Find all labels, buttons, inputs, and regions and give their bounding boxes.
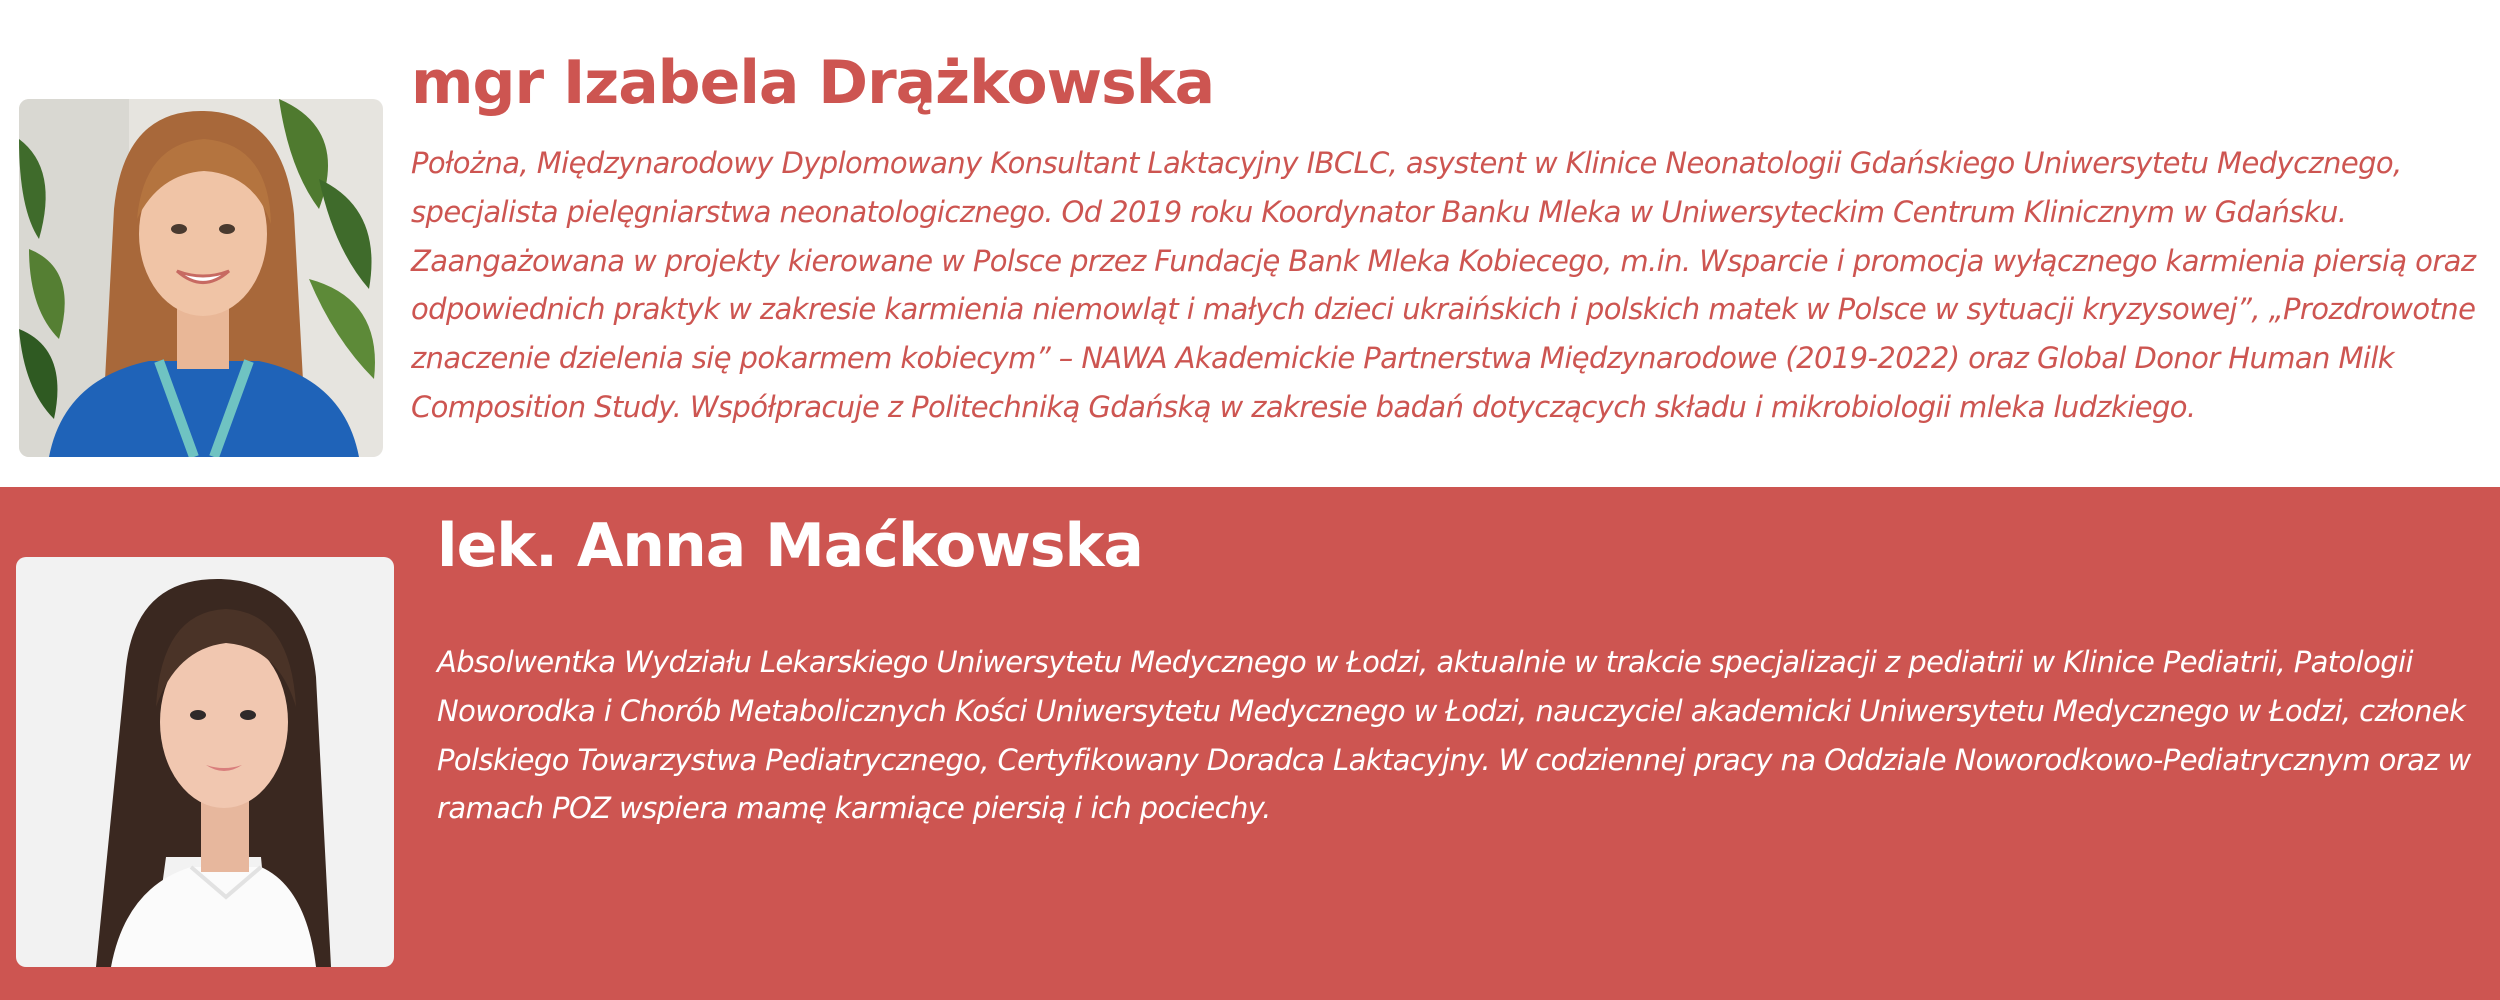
profile-bio: Absolwentka Wydziału Lekarskiego Uniwersytetu Medycznego w Łodzi, aktualnie w trakcie specjalizacji z pediatrii w Klinice Pediatrii, Patologii Noworodka i Chorób Metabolicznych Kości Uniwersytetu Medycznego w Łodzi, nauczyciel akademicki Uniwersytetu Medycznego w Łodzi, członek Polskiego Towarzystwa Pediatrycznego, Certyfikowany Doradca Laktacyjny. W codziennej pracy na Oddziale Noworodkowo-Pediatrycznym oraz w ramach POZ wspiera mamę karmiące piersią i ich pociechy. (437, 645, 2471, 826)
portrait-photo-icon (16, 557, 394, 967)
profile-bio: Położna, Międzynarodowy Dyplomowany Konsultant Laktacyjny IBCLC, asystent w Klinice Neonatologii Gdańskiego Uniwersytetu Medycznego, specjalista pielęgniarstwa neonatologicznego. Od 2019 roku Koordynator Banku Mleka w Uniwersyteckim Centrum Klinicznym w Gdańsku. Zaangażowana w projekty kierowane w Polsce przez Fundację Bank Mleka Kobiecego, m.in. Wsparcie i promocja wyłącznego karmienia piersią oraz odpowiednich praktyk w zakresie karmienia niemowląt i małych dzieci ukraińskich i polskich matek w Polsce w sytuacji kryzysowej”, „Prozdrowotne znaczenie dzielenia się pokarmem kobiecym” – NAWA Akademickie Partnerstwa Międzynarodowe (2019-2022) oraz Global Donor Human Milk Composition Study. Współpracuje z Politechniką Gdańską w zakresie badań dotyczących składu i mikrobiologii mleka ludzkiego. (411, 146, 2476, 424)
profile-name: mgr Izabela Drążkowska (411, 48, 1215, 118)
portrait-photo-icon (16, 557, 394, 967)
portrait-photo-icon (19, 99, 383, 457)
portrait-photo-icon (19, 99, 383, 457)
profile-section-1 (0, 0, 2500, 487)
profile-name: lek. Anna Maćkowska (437, 511, 1143, 581)
